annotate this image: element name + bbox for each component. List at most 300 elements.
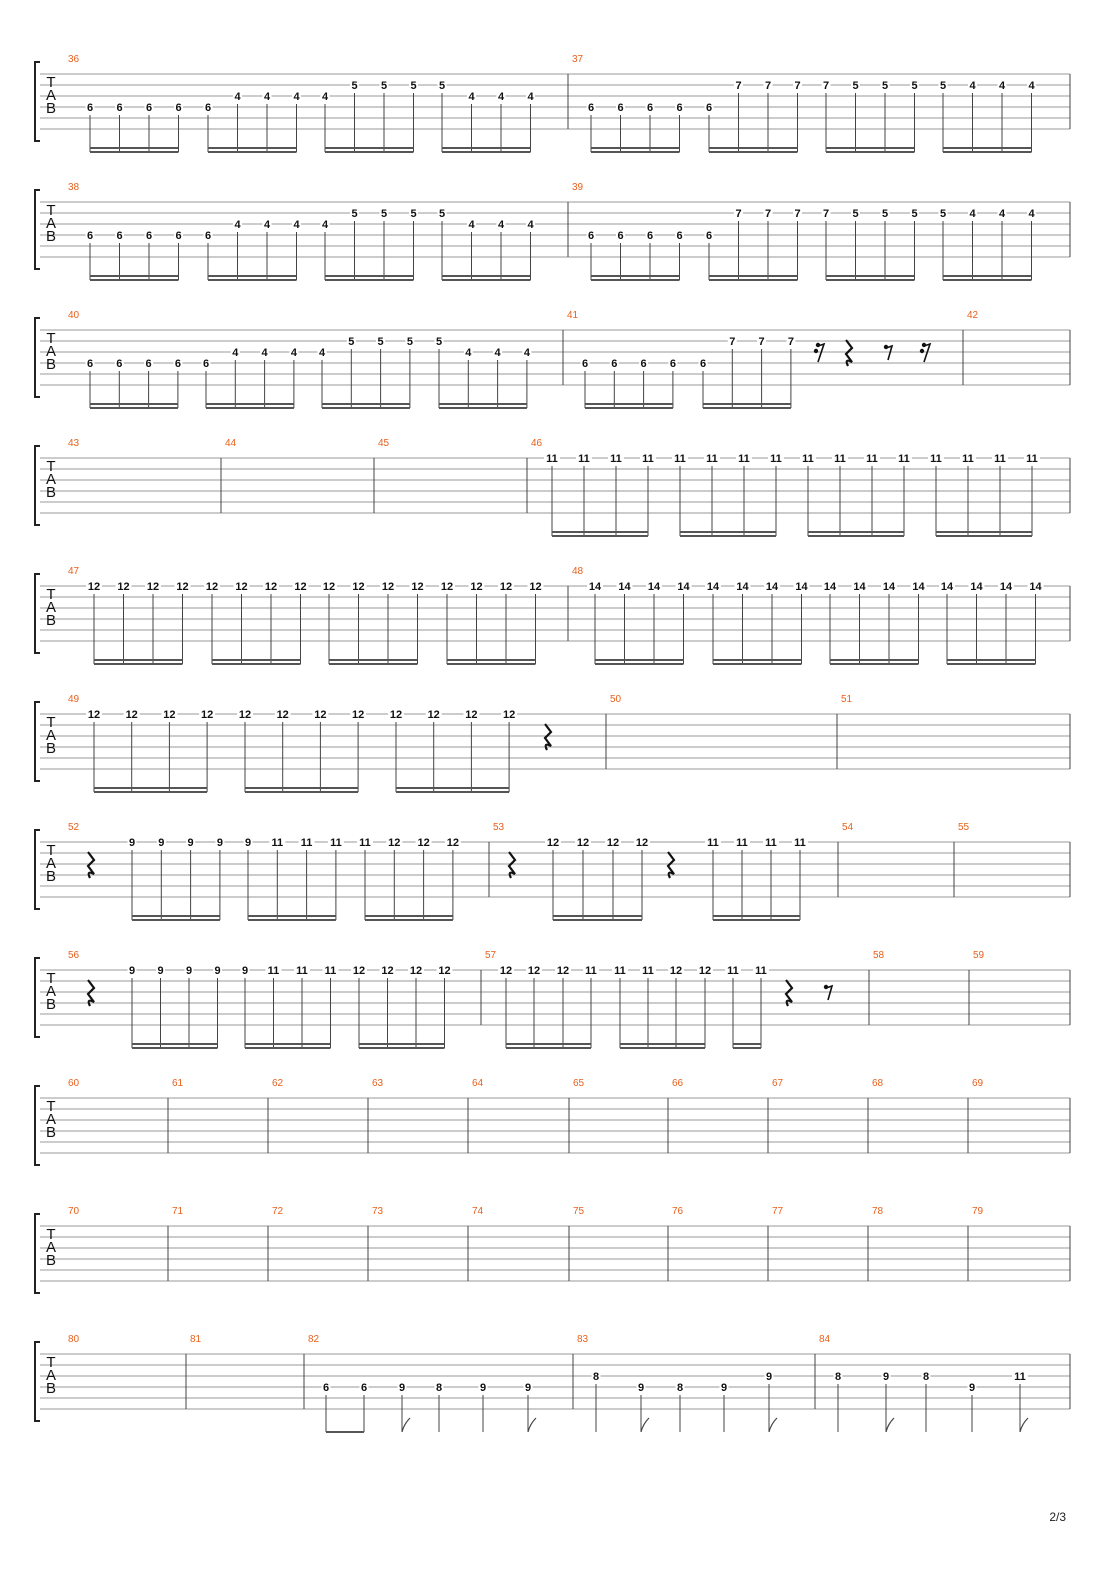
tab-clef-letter: B xyxy=(45,868,57,885)
fret-number: 12 xyxy=(322,581,336,593)
fret-number: 14 xyxy=(940,581,954,593)
fret-number: 4 xyxy=(969,80,976,92)
measure-number: 49 xyxy=(68,694,80,705)
measure xyxy=(672,1078,684,1089)
measure xyxy=(972,1206,984,1217)
fret-number: 9 xyxy=(187,837,194,849)
measure xyxy=(567,310,930,408)
fret-number: 11 xyxy=(707,837,719,849)
measure xyxy=(68,310,531,408)
tab-clef-letter: A xyxy=(45,727,57,744)
measure-number: 71 xyxy=(172,1206,184,1217)
measure xyxy=(68,566,544,664)
fret-number: 11 xyxy=(359,837,371,849)
tab-clef-letter: T xyxy=(46,970,56,987)
system-bracket xyxy=(35,318,40,397)
fret-number: 5 xyxy=(435,336,443,348)
system-bracket xyxy=(35,190,40,269)
fret-number: 7 xyxy=(758,336,765,348)
fret-number: 11 xyxy=(674,453,686,465)
quarter-rest xyxy=(88,980,94,1006)
fret-number: 4 xyxy=(263,219,271,231)
fret-number: 4 xyxy=(468,91,475,103)
fret-number: 12 xyxy=(389,709,403,721)
measure xyxy=(577,1334,777,1432)
measure-number: 82 xyxy=(308,1334,320,1345)
fret-number: 12 xyxy=(669,965,683,977)
measure-number: 38 xyxy=(68,182,80,193)
tab-system xyxy=(35,694,1070,792)
fret-number: 11 xyxy=(642,965,654,977)
measure-number: 37 xyxy=(572,54,584,65)
measure-number: 42 xyxy=(967,310,979,321)
fret-number: 4 xyxy=(293,219,300,231)
fret-number: 6 xyxy=(587,230,595,242)
fret-number: 6 xyxy=(640,358,647,370)
fret-number: 4 xyxy=(497,91,505,103)
measure xyxy=(572,54,1036,152)
fret-number: 14 xyxy=(706,581,720,593)
fret-number: 4 xyxy=(263,91,271,103)
fret-number: 14 xyxy=(795,581,808,593)
fret-number: 6 xyxy=(145,358,152,370)
fret-number: 11 xyxy=(1014,1371,1026,1383)
tab-clef-letter: T xyxy=(46,330,56,347)
measure-number: 77 xyxy=(772,1206,784,1217)
measure-number: 52 xyxy=(68,822,80,833)
fret-number: 12 xyxy=(146,581,160,593)
fret-number: 4 xyxy=(261,347,268,359)
fret-number: 6 xyxy=(175,102,182,114)
fret-number: 11 xyxy=(794,837,806,849)
fret-number: 11 xyxy=(267,965,280,977)
measure-number: 60 xyxy=(68,1078,80,1089)
fret-number: 12 xyxy=(529,581,542,593)
fret-number: 12 xyxy=(411,581,424,593)
fret-number: 11 xyxy=(994,453,1006,465)
fret-number: 9 xyxy=(765,1371,773,1383)
measure xyxy=(172,1078,184,1089)
measure-number: 47 xyxy=(68,566,80,577)
measure-number: 84 xyxy=(819,1334,831,1345)
system-bracket xyxy=(35,1086,40,1165)
fret-number: 5 xyxy=(911,80,918,92)
measure xyxy=(672,1206,684,1217)
fret-number: 4 xyxy=(234,219,241,231)
fret-number: 6 xyxy=(175,230,182,242)
note-flag xyxy=(402,1418,410,1432)
fret-number: 12 xyxy=(163,709,176,721)
tab-system xyxy=(35,182,1070,280)
tab-clef-letter: T xyxy=(46,842,56,859)
tab-clef-letter: B xyxy=(45,1252,57,1269)
fret-number: 9 xyxy=(244,837,252,849)
tab-clef-letter: A xyxy=(45,1367,57,1384)
fret-number: 12 xyxy=(125,709,138,721)
tab-system xyxy=(35,822,1070,920)
fret-number: 6 xyxy=(676,102,683,114)
fret-number: 4 xyxy=(318,347,326,359)
fret-number: 5 xyxy=(348,336,355,348)
measure-number: 68 xyxy=(872,1078,884,1089)
fret-number: 14 xyxy=(677,581,690,593)
fret-number: 4 xyxy=(998,208,1006,220)
fret-number: 6 xyxy=(699,358,707,370)
fret-number: 9 xyxy=(479,1382,487,1394)
fret-number: 9 xyxy=(241,965,249,977)
system-bracket xyxy=(35,446,40,525)
tab-clef-letter: A xyxy=(45,343,57,360)
fret-number: 4 xyxy=(527,91,534,103)
fret-number: 12 xyxy=(409,965,423,977)
tab-clef-letter: B xyxy=(45,100,57,117)
tab-clef-letter: A xyxy=(45,215,57,232)
fret-number: 11 xyxy=(755,965,767,977)
quarter-rest xyxy=(668,852,674,878)
note-flag xyxy=(528,1418,536,1432)
fret-number: 6 xyxy=(116,102,123,114)
measure xyxy=(973,950,985,961)
tab-clef-letter: A xyxy=(45,87,57,104)
fret-number: 11 xyxy=(324,965,337,977)
measure xyxy=(572,566,1044,664)
fret-number: 9 xyxy=(128,837,136,849)
fret-number: 6 xyxy=(587,102,595,114)
fret-number: 11 xyxy=(834,453,846,465)
tab-clef-letter: B xyxy=(45,740,57,757)
fret-number: 4 xyxy=(527,219,534,231)
fret-number: 5 xyxy=(351,208,358,220)
system-bracket xyxy=(35,574,40,653)
fret-number: 6 xyxy=(705,230,713,242)
fret-number: 12 xyxy=(176,581,189,593)
system-bracket xyxy=(35,62,40,141)
measure xyxy=(308,1334,536,1432)
fret-number: 6 xyxy=(611,358,618,370)
fret-number: 6 xyxy=(360,1382,368,1394)
fret-number: 12 xyxy=(388,837,401,849)
fret-number: 4 xyxy=(321,219,329,231)
fret-number: 12 xyxy=(200,709,214,721)
fret-number: 14 xyxy=(588,581,602,593)
tab-clef-letter: A xyxy=(45,471,57,488)
measure-number: 56 xyxy=(68,950,80,961)
tab-system xyxy=(35,54,1070,152)
measure-number: 55 xyxy=(958,822,970,833)
tab-clef-letter: T xyxy=(46,202,56,219)
measure-number: 73 xyxy=(372,1206,384,1217)
fret-number: 5 xyxy=(939,208,947,220)
measure-number: 43 xyxy=(68,438,80,449)
system-bracket xyxy=(35,1342,40,1421)
tab-clef-letter: A xyxy=(45,983,57,1000)
quarter-rest xyxy=(786,980,792,1006)
fret-number: 14 xyxy=(765,581,779,593)
fret-number: 8 xyxy=(834,1371,842,1383)
fret-number: 9 xyxy=(524,1382,532,1394)
fret-number: 14 xyxy=(882,581,896,593)
fret-number: 11 xyxy=(296,965,308,977)
measure xyxy=(972,1078,984,1089)
measure xyxy=(68,438,80,449)
measure xyxy=(68,1206,80,1217)
fret-number: 8 xyxy=(592,1371,600,1383)
fret-number: 4 xyxy=(523,347,530,359)
fret-number: 7 xyxy=(764,208,772,220)
fret-number: 12 xyxy=(440,581,454,593)
tab-clef-letter: B xyxy=(45,996,57,1013)
measure-number: 46 xyxy=(531,438,543,449)
fret-number: 11 xyxy=(706,453,718,465)
measure xyxy=(485,950,832,1048)
fret-number: 11 xyxy=(546,453,558,465)
note-flag xyxy=(769,1418,777,1432)
measure-number: 58 xyxy=(873,950,885,961)
measure-number: 36 xyxy=(68,54,80,65)
fret-number: 6 xyxy=(145,102,153,114)
measure xyxy=(841,694,853,705)
fret-number: 12 xyxy=(499,581,513,593)
fret-number: 8 xyxy=(435,1382,443,1394)
fret-number: 6 xyxy=(116,358,123,370)
tab-clef-letter: T xyxy=(46,74,56,91)
tab-system xyxy=(35,566,1070,664)
fret-number: 11 xyxy=(614,965,626,977)
fret-number: 12 xyxy=(205,581,219,593)
fret-number: 6 xyxy=(581,358,589,370)
measure-number: 70 xyxy=(68,1206,80,1217)
fret-number: 6 xyxy=(322,1382,330,1394)
fret-number: 4 xyxy=(234,91,241,103)
measure xyxy=(472,1078,484,1089)
fret-number: 5 xyxy=(377,336,384,348)
fret-number: 11 xyxy=(765,837,777,849)
measure-number: 61 xyxy=(172,1078,184,1089)
tab-clef-letter: B xyxy=(45,612,57,629)
fret-number: 11 xyxy=(770,453,782,465)
measure-number: 66 xyxy=(672,1078,684,1089)
measure-number: 67 xyxy=(772,1078,784,1089)
measure xyxy=(68,182,535,280)
tab-clef-letter: B xyxy=(45,484,57,501)
measure xyxy=(873,950,885,961)
tab-clef-letter: A xyxy=(45,855,57,872)
fret-number: 7 xyxy=(794,80,801,92)
tab-clef-letter: A xyxy=(45,599,57,616)
fret-number: 12 xyxy=(635,837,649,849)
fret-number: 12 xyxy=(294,581,307,593)
fret-number: 9 xyxy=(158,837,165,849)
fret-number: 5 xyxy=(852,208,859,220)
fret-number: 12 xyxy=(438,965,451,977)
fret-number: 5 xyxy=(438,80,446,92)
fret-number: 12 xyxy=(87,709,101,721)
fret-number: 5 xyxy=(410,80,417,92)
measure xyxy=(572,182,1036,280)
tab-system xyxy=(35,1206,1070,1293)
fret-number: 12 xyxy=(556,965,570,977)
fret-number: 5 xyxy=(351,80,358,92)
measure xyxy=(872,1206,884,1217)
measure xyxy=(772,1206,784,1217)
fret-number: 11 xyxy=(300,837,313,849)
measure xyxy=(272,1078,284,1089)
fret-number: 12 xyxy=(352,581,365,593)
fret-number: 12 xyxy=(314,709,327,721)
fret-number: 5 xyxy=(939,80,947,92)
measure-number: 44 xyxy=(225,438,237,449)
fret-number: 11 xyxy=(898,453,910,465)
fret-number: 12 xyxy=(470,581,483,593)
fret-number: 4 xyxy=(232,347,239,359)
tab-system xyxy=(35,1334,1070,1432)
fret-number: 11 xyxy=(330,837,342,849)
fret-number: 12 xyxy=(546,837,560,849)
fret-number: 11 xyxy=(930,453,942,465)
fret-number: 9 xyxy=(398,1382,406,1394)
eighth-rest xyxy=(886,346,892,360)
fret-number: 11 xyxy=(727,965,739,977)
measure xyxy=(372,1206,384,1217)
measure xyxy=(172,1206,184,1217)
fret-number: 14 xyxy=(647,581,661,593)
fret-number: 6 xyxy=(617,102,624,114)
fret-number: 6 xyxy=(669,358,676,370)
fret-number: 14 xyxy=(999,581,1013,593)
measure xyxy=(272,1206,284,1217)
measure xyxy=(493,822,808,920)
measure xyxy=(190,1334,202,1345)
measure-number: 83 xyxy=(577,1334,589,1345)
tab-system xyxy=(35,1078,1070,1165)
fret-number: 12 xyxy=(427,709,440,721)
fret-number: 9 xyxy=(720,1382,728,1394)
quarter-rest xyxy=(846,340,852,366)
fret-number: 12 xyxy=(417,837,430,849)
fret-number: 4 xyxy=(497,219,505,231)
measure xyxy=(68,822,461,920)
measure xyxy=(472,1206,484,1217)
fret-number: 7 xyxy=(729,336,736,348)
fret-number: 6 xyxy=(145,230,153,242)
fret-number: 4 xyxy=(293,91,300,103)
tab-clef-letter: B xyxy=(45,1124,57,1141)
measure xyxy=(372,1078,384,1089)
fret-number: 12 xyxy=(606,837,620,849)
measure-number: 74 xyxy=(472,1206,484,1217)
fret-number: 12 xyxy=(698,965,712,977)
fret-number: 6 xyxy=(86,102,94,114)
fret-number: 11 xyxy=(642,453,654,465)
fret-number: 6 xyxy=(86,230,94,242)
note-flag xyxy=(1020,1418,1028,1432)
fret-number: 14 xyxy=(1029,581,1042,593)
fret-number: 5 xyxy=(438,208,446,220)
measure xyxy=(225,438,237,449)
tab-clef-letter: B xyxy=(45,228,57,245)
measure xyxy=(378,438,390,449)
measure xyxy=(610,694,622,705)
fret-number: 14 xyxy=(736,581,749,593)
fret-number: 7 xyxy=(822,80,830,92)
fret-number: 11 xyxy=(802,453,814,465)
measure xyxy=(573,1078,585,1089)
fret-number: 6 xyxy=(204,230,212,242)
fret-number: 5 xyxy=(881,80,889,92)
measure xyxy=(68,1078,80,1089)
tab-clef-letter: T xyxy=(46,714,56,731)
fret-number: 7 xyxy=(794,208,801,220)
fret-number: 6 xyxy=(617,230,624,242)
measure-number: 81 xyxy=(190,1334,202,1345)
measure-number: 65 xyxy=(573,1078,585,1089)
fret-number: 12 xyxy=(276,709,289,721)
fret-number: 9 xyxy=(214,965,221,977)
fret-number: 4 xyxy=(465,347,472,359)
fret-number: 9 xyxy=(637,1382,645,1394)
fret-number: 9 xyxy=(128,965,136,977)
fret-number: 12 xyxy=(381,581,395,593)
fret-number: 12 xyxy=(502,709,516,721)
measure-number: 78 xyxy=(872,1206,884,1217)
fret-number: 5 xyxy=(406,336,413,348)
measure-number: 80 xyxy=(68,1334,80,1345)
system-bracket xyxy=(35,830,40,909)
fret-number: 6 xyxy=(646,230,654,242)
sixteenth-rest-dot xyxy=(920,349,924,353)
fret-number: 11 xyxy=(736,837,748,849)
fret-number: 9 xyxy=(882,1371,890,1383)
fret-number: 5 xyxy=(380,208,388,220)
measure-number: 53 xyxy=(493,822,505,833)
tab-clef-letter: T xyxy=(46,1354,56,1371)
measure-number: 51 xyxy=(841,694,853,705)
fret-number: 9 xyxy=(185,965,193,977)
fret-number: 11 xyxy=(610,453,622,465)
measure xyxy=(531,438,1040,536)
fret-number: 4 xyxy=(321,91,329,103)
fret-number: 12 xyxy=(264,581,278,593)
quarter-rest xyxy=(545,724,551,750)
tab-clef-letter: T xyxy=(46,586,56,603)
fret-number: 12 xyxy=(117,581,130,593)
fret-number: 12 xyxy=(465,709,478,721)
fret-number: 6 xyxy=(116,230,123,242)
measure-number: 57 xyxy=(485,950,497,961)
fret-number: 12 xyxy=(87,581,101,593)
measure xyxy=(842,822,854,833)
fret-number: 11 xyxy=(578,453,590,465)
fret-number: 7 xyxy=(735,80,742,92)
fret-number: 4 xyxy=(1028,208,1035,220)
fret-number: 7 xyxy=(735,208,742,220)
measure-number: 59 xyxy=(973,950,985,961)
fret-number: 6 xyxy=(204,102,212,114)
fret-number: 8 xyxy=(676,1382,684,1394)
tab-clef-letter: T xyxy=(46,1226,56,1243)
measure-number: 50 xyxy=(610,694,622,705)
measure xyxy=(958,822,970,833)
fret-number: 9 xyxy=(216,837,223,849)
fret-number: 4 xyxy=(998,80,1006,92)
measure-number: 72 xyxy=(272,1206,284,1217)
quarter-rest xyxy=(88,852,94,878)
tab-clef-letter: A xyxy=(45,1239,57,1256)
measure xyxy=(872,1078,884,1089)
fret-number: 12 xyxy=(351,709,365,721)
fret-number: 7 xyxy=(822,208,830,220)
measure-number: 63 xyxy=(372,1078,384,1089)
